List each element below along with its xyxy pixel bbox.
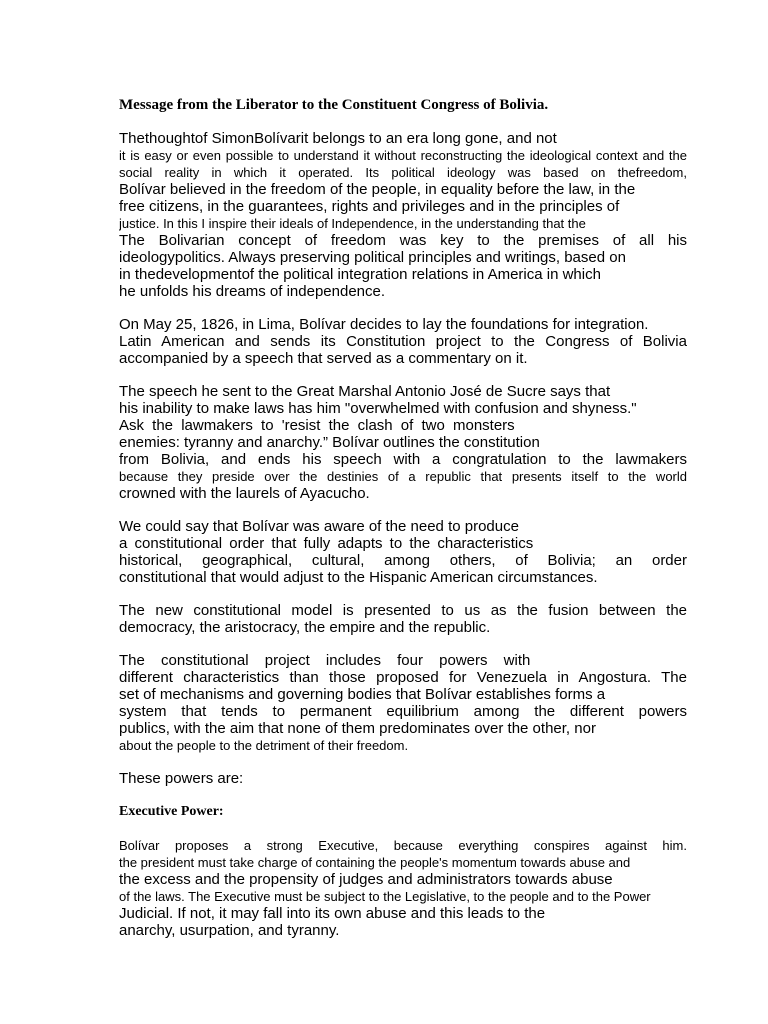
text-line: anarchy, usurpation, and tyranny.: [119, 922, 340, 939]
text-line: justice. In this I inspire their ideals of Independence, in the understanding that the: [119, 216, 586, 231]
document-page: [119, 96, 687, 955]
text-line: The speech he sent to the Great Marshal Antonio José de Sucre says that: [119, 383, 611, 400]
text-line: Thethoughtof SimonBolívarit belongs to an era long gone, and not: [119, 130, 557, 147]
text-line: ideologypolitics. Always preserving political principles and writings, based on: [119, 249, 626, 266]
text-line: Ask the lawmakers to 'resist the clash of two monsters: [119, 417, 515, 434]
text-line: in thedevelopmentof the political integration relations in America in which: [119, 266, 601, 283]
paragraph-executive: [119, 837, 687, 939]
text-line: his inability to make laws has him "overwhelmed with confusion and shyness.": [119, 400, 637, 417]
text-line: he unfolds his dreams of independence.: [119, 283, 386, 300]
text-line: the excess and the propensity of judges and administrators towards abuse: [119, 871, 613, 888]
text-line: it is easy or even possible to understand it without reconstructing the ideological context and the: [119, 148, 687, 163]
text-line: Latin American and sends its Constitution project to the Congress of Bolivia: [119, 333, 687, 350]
text-line: historical, geographical, cultural, among others, of Bolivia; an order: [119, 552, 687, 569]
text-line: publics, with the aim that none of them predominates over the other, nor: [119, 720, 596, 737]
text-line: The new constitutional model is presented to us as the fusion between the: [119, 602, 687, 619]
text-line: The constitutional project includes four powers with: [119, 652, 531, 669]
paragraph-speech: [119, 383, 687, 502]
text-line: social reality in which it operated. Its political ideology was based on thefreedom,: [119, 165, 687, 180]
text-line: constitutional that would adjust to the Hispanic American circumstances.: [119, 569, 598, 586]
text-line: accompanied by a speech that served as a commentary on it.: [119, 350, 528, 367]
text-line: crowned with the laurels of Ayacucho.: [119, 485, 370, 502]
text-line: We could say that Bolívar was aware of the need to produce: [119, 518, 519, 535]
text-line: free citizens, in the guarantees, rights and privileges and in the principles of: [119, 198, 620, 215]
paragraph-constitutional-order: [119, 518, 687, 586]
text-line: because they preside over the destinies of a republic that presents itself to the world: [119, 469, 687, 484]
text-line: On May 25, 1826, in Lima, Bolívar decides to lay the foundations for integration.: [119, 316, 649, 333]
paragraph-intro: [119, 130, 687, 300]
text-line: system that tends to permanent equilibrium among the different powers: [119, 703, 687, 720]
text-line: of the laws. The Executive must be subject to the Legislative, to the people and to the Power: [119, 889, 651, 904]
text-line: a constitutional order that fully adapts to the characteristics: [119, 535, 534, 552]
text-line: set of mechanisms and governing bodies that Bolívar establishes forms a: [119, 686, 606, 703]
text-line: Bolívar proposes a strong Executive, because everything conspires against him.: [119, 838, 687, 853]
text-line: about the people to the detriment of their freedom.: [119, 738, 409, 753]
text-line: from Bolivia, and ends his speech with a congratulation to the lawmakers: [119, 451, 687, 468]
paragraph-model: [119, 602, 687, 636]
section-heading-executive: Executive Power:: [119, 804, 224, 819]
paragraph-integration: [119, 316, 687, 367]
text-line: the president must take charge of containing the people's momentum towards abuse and: [119, 855, 631, 870]
document-title: Message from the Liberator to the Constituent Congress of Bolivia.: [119, 97, 549, 113]
text-line: enemies: tyranny and anarchy.” Bolívar outlines the constitution: [119, 434, 540, 451]
text-line: different characteristics than those proposed for Venezuela in Angostura. The: [119, 669, 687, 686]
text-line: Bolívar believed in the freedom of the people, in equality before the law, in the: [119, 181, 636, 198]
text-line: The Bolivarian concept of freedom was key to the premises of all his: [119, 232, 687, 249]
text-line: democracy, the aristocracy, the empire and the republic.: [119, 619, 491, 636]
text-line: Judicial. If not, it may fall into its own abuse and this leads to the: [119, 905, 546, 922]
paragraph-powers-are: [119, 770, 687, 787]
text-line: These powers are:: [119, 770, 244, 787]
paragraph-four-powers: [119, 652, 687, 754]
